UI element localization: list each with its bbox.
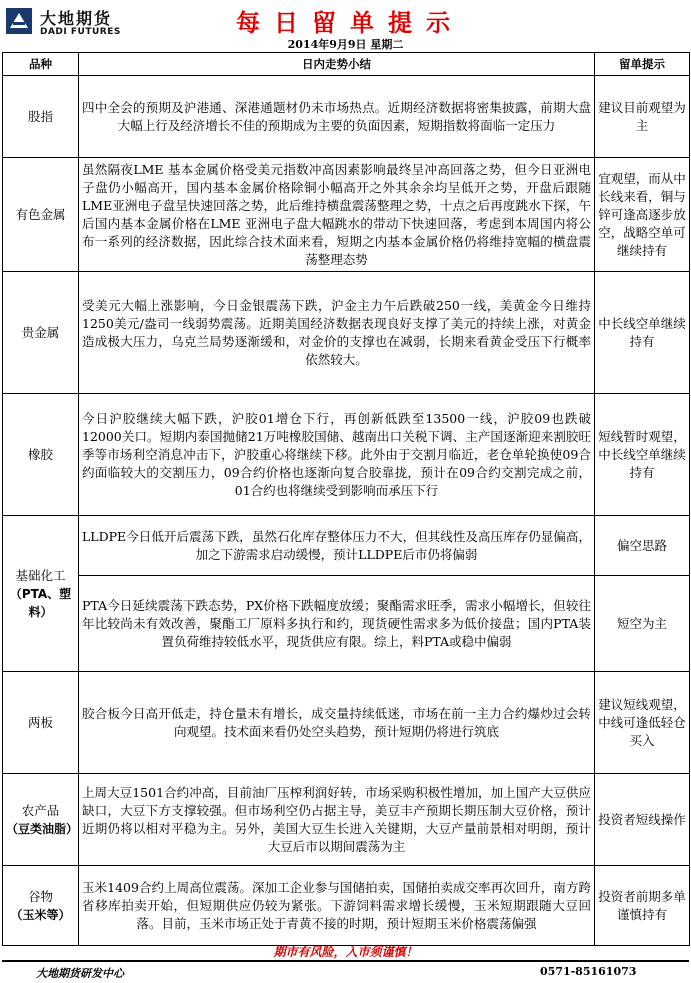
category-label: 基础化工 xyxy=(15,567,66,583)
footer-divider xyxy=(2,960,689,962)
summary-cell: 今日沪胶继续大幅下跌，沪胶01增仓下行，再创新低跌至13500一线，沪胶09也跌破12000关口。短期内泰国抛储21万吨橡胶国储、越南出口关税下调、主产国逐渐迎来割胶旺季等市场利空消息冲击下，沪胶重心将继续下移。此外由于交割月临近，老仓单轮换使09合约面临较大的交割压力，09合约价格也逐渐向复合胶靠拢，预计在09合约交割完成之前，01合约也将继续受到影响而承压下行 xyxy=(79,394,595,516)
category-label: 农产品 xyxy=(21,802,60,818)
category-cell xyxy=(3,866,79,946)
category-sublabel: （玉米等） xyxy=(10,907,71,922)
tip-cell: 短线暂时观望，中长线空单继续持有 xyxy=(595,394,690,516)
summary-cell: 胶合板今日高开低走，持仓量未有增长，成交量持续低迷，市场在前一主力合约爆炒过会转向观望。技术面来看仍处空头趋势，预计短期仍将进行筑底 xyxy=(79,672,595,774)
category-label: 有色金属 xyxy=(15,206,66,222)
category-cell xyxy=(3,76,79,158)
table-row xyxy=(3,272,690,394)
category-cell xyxy=(3,672,79,774)
category-label: 橡胶 xyxy=(27,446,53,462)
tip-cell: 建议目前观望为主 xyxy=(595,76,690,158)
tip-cell: 投资者短线操作 xyxy=(595,774,690,866)
summary-cell: 虽然隔夜LME 基本金属价格受美元指数冲高因素影响最终呈冲高回落之势，但今日亚洲电子盘仍小幅高开，国内基本金属价格除铜小幅高开之外其余余均呈低开之势，开盘后跟随LME亚洲电子盘呈快速回落之势，此后维持横盘震荡整理之势，十点之后再度跳水下探，午后国内基本金属价格在LME 亚洲电子盘大幅跳水的带动下快速回落，考虑到本周国内将公布一系列的经济数据，因此综合技术面来看，短期之内基本金属价格仍将维持宽幅的横盘震荡整理态势 xyxy=(79,158,595,272)
category-cell xyxy=(3,516,79,672)
tip-cell: 建议短线观望，中线可逢低轻仓买入 xyxy=(595,672,690,774)
category-cell xyxy=(3,272,79,394)
header-category: 品种 xyxy=(3,53,79,76)
table-row xyxy=(3,866,690,946)
category-label: 贵金属 xyxy=(21,324,60,340)
table-row xyxy=(3,774,690,866)
header-summary: 日内走势小结 xyxy=(79,53,595,76)
table-row xyxy=(3,158,690,272)
tip-cell: 中长线空单继续持有 xyxy=(595,272,690,394)
category-label: 谷物 xyxy=(27,888,53,904)
page-title: 每日留单提示 xyxy=(236,9,464,37)
table-row xyxy=(3,672,690,774)
table-header-row xyxy=(3,53,690,76)
table-row xyxy=(3,394,690,516)
category-cell xyxy=(3,394,79,516)
category-sublabel: （PTA、塑料） xyxy=(9,586,72,619)
summary-table xyxy=(2,52,690,946)
summary-cell: 上周大豆1501合约冲高，目前油厂压榨利润好转，市场采购积极性增加，加上国产大豆供应缺口，大豆下方支撑较强。但市场利空仍占据主导，美豆丰产预期长期压制大豆价格，预计近期仍将以相对平稳为主。另外，美国大豆生长进入关键期，大豆产量前景相对明朗，预计大豆后市以期间震荡为主 xyxy=(79,774,595,866)
table-row xyxy=(3,76,690,158)
category-cell xyxy=(3,158,79,272)
footer-organization: 大地期货研发中心 xyxy=(36,967,124,980)
logo-subtext: DADI FUTURES xyxy=(40,27,121,37)
table-row xyxy=(3,576,690,672)
category-label: 两板 xyxy=(27,714,53,730)
category-sublabel: （豆类油脂） xyxy=(6,821,79,836)
risk-warning: 期市有风险，入市须谨慎！ xyxy=(273,945,418,959)
tip-cell: 投资者前期多单谨慎持有 xyxy=(595,866,690,946)
table-row xyxy=(3,516,690,576)
category-label: 股指 xyxy=(27,108,53,124)
summary-cell: 四中全会的预期及沪港通、深港通题材仍未市场热点。近期经济数据将密集披露，前期大盘大幅上行及经济增长不佳的预期成为主要的负面因素，短期指数将面临一定压力 xyxy=(79,76,595,158)
summary-cell: PTA今日延续震荡下跌态势，PX价格下跌幅度放缓；聚酯需求旺季，需求小幅增长，但较往年比较尚未有效改善，聚酯工厂原料多执行和约，现货硬性需求多为低价接盘；国内PTA装置负荷维持较低水平，现货供应有限。综上，料PTA或稳中偏弱 xyxy=(79,576,595,672)
tip-cell: 宜观望，而从中长线来看，铜与锌可逢高逐步放空，战略空单可继续持有 xyxy=(595,158,690,272)
company-logo-icon xyxy=(6,8,32,34)
report-date: 2014年9月9日 星期二 xyxy=(287,38,404,51)
summary-cell: 受美元大幅上涨影响，今日金银震荡下跌，沪金主力午后跌破250一线，美黄金今日维持1250美元/盎司一线弱势震荡。近期美国经济数据表现良好支撑了美元的持续上涨，对黄金造成极大压力，乌克兰局势逐渐缓和，对金价的支撑也在减弱，长期来看黄金受压下行概率依然较大。 xyxy=(79,272,595,394)
logo-text: 大地期货 xyxy=(40,9,113,28)
tip-cell: 短空为主 xyxy=(595,576,690,672)
tip-cell: 偏空思路 xyxy=(595,516,690,576)
summary-cell: 玉米1409合约上周高位震荡。深加工企业参与国储拍卖，国储拍卖成交率再次回升，南方跨省移库拍卖开始，但短期供应仍较为紧张。下游饲料需求增长缓慢，玉米短期跟随大豆回落。目前，玉米市场正处于青黄不接的时期，预计短期玉米价格震荡偏强 xyxy=(79,866,595,946)
footer-phone: 0571-85161073 xyxy=(540,965,637,978)
summary-cell: LLDPE今日低开后震荡下跌，虽然石化库存整体压力不大，但其线性及高压库存仍显偏高，加之下游需求启动缓慢，预计LLDPE后市仍将偏弱 xyxy=(79,516,595,576)
category-cell xyxy=(3,774,79,866)
header-tip: 留单提示 xyxy=(595,53,690,76)
